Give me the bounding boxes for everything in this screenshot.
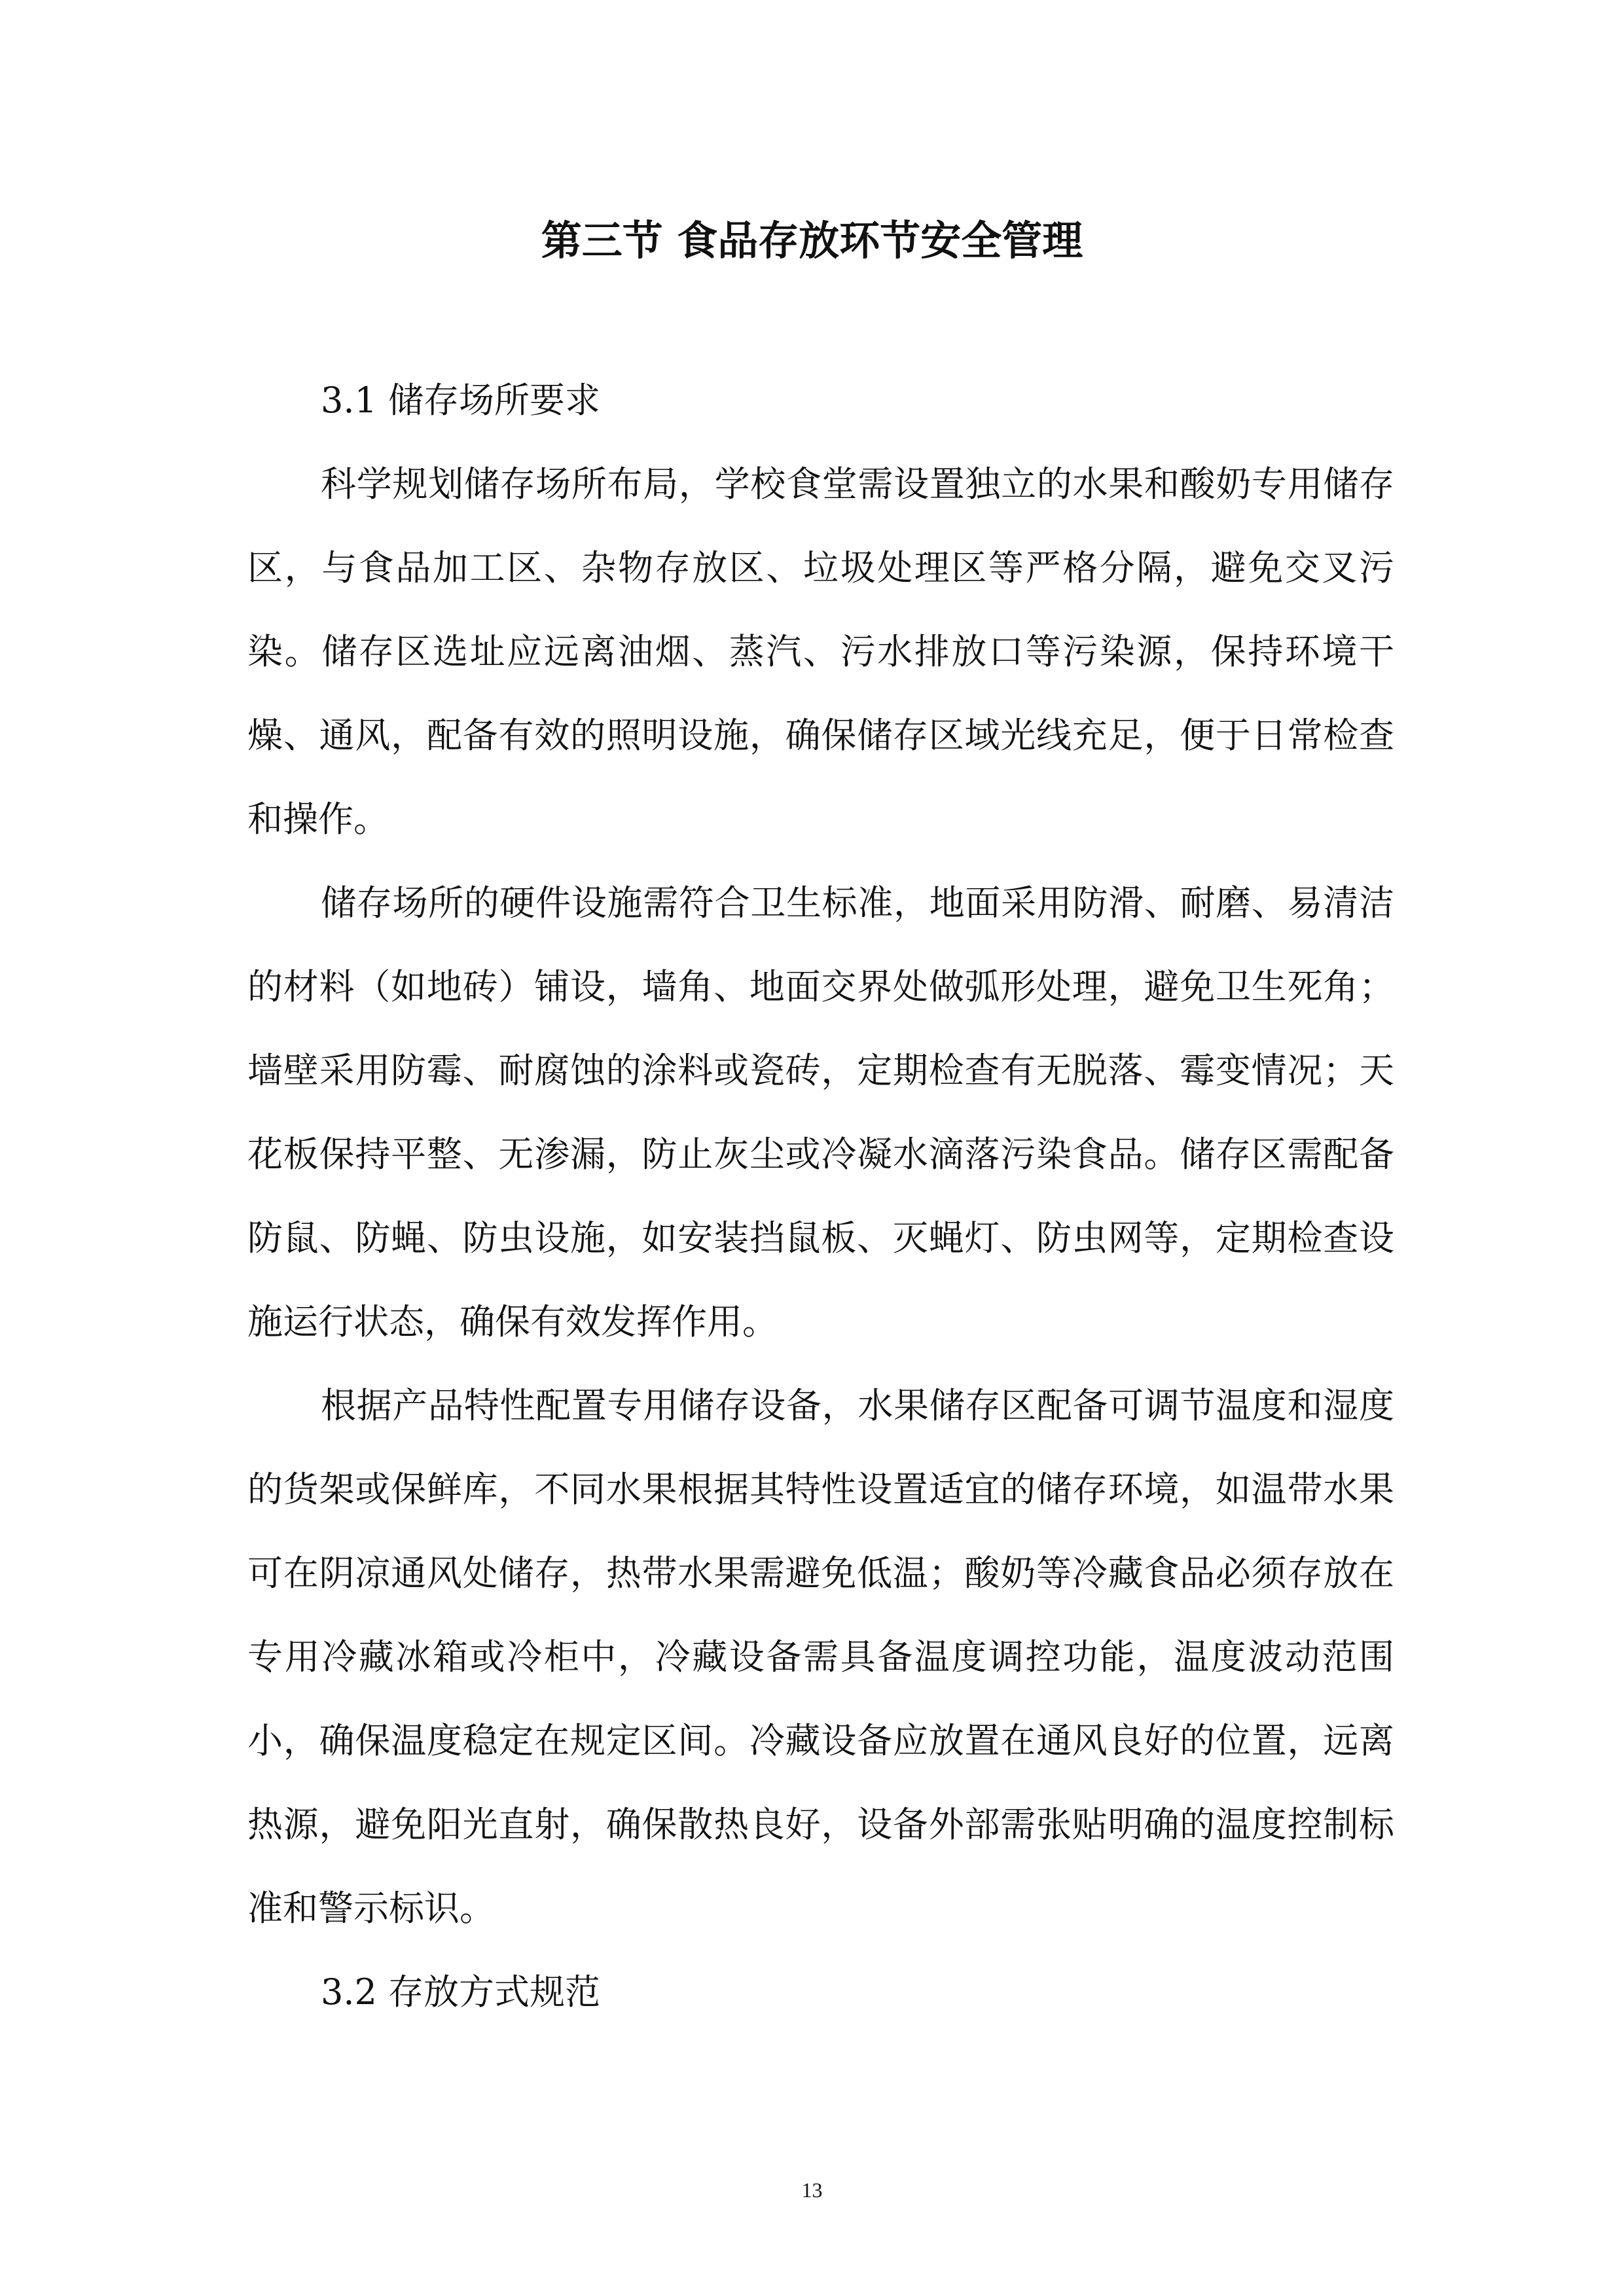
paragraph-storage-layout: 科学规划储存场所布局，学校食堂需设置独立的水果和酸奶专用储存区，与食品加工区、杂物存放区、垃圾处理区等严格分隔，避免交叉污染。储存区选址应远离油烟、蒸汽、污水排放口等污染源，保持环境干燥、通风，配备有效的照明设施，确保储存区域光线充足，便于日常检查和操作。 [247, 463, 1394, 840]
paragraph-storage-facilities: 储存场所的硬件设施需符合卫生标准，地面采用防滑、耐磨、易清洁的材料（如地砖）铺设，墙角、地面交界处做弧形处理，避免卫生死角；墙壁采用防霉、耐腐蚀的涂料或瓷砖，定期检查有无脱落、霉变情况；天花板保持平整、无渗漏，防止灰尘或冷凝水滴落污染食品。储存区需配备防鼠、防蝇、防虫设施，如安装挡鼠板、灭蝇灯、防虫网等，定期检查设施运行状态，确保有效发挥作用。 [247, 882, 1394, 1342]
page-number: 13 [801, 2178, 823, 2202]
document-body [247, 359, 1394, 2034]
section-title: 第三节 食品存放环节安全管理 [541, 217, 1083, 264]
subsection-heading-3-2: 3.2 存放方式规范 [321, 1971, 601, 2013]
paragraph-storage-equipment: 根据产品特性配置专用储存设备，水果储存区配备可调节温度和湿度的货架或保鲜库，不同水果根据其特性设置适宜的储存环境，如温带水果可在阴凉通风处储存，热带水果需避免低温；酸奶等冷藏食品必须存放在专用冷藏冰箱或冷柜中，冷藏设备需具备温度调控功能，温度波动范围小，确保温度稳定在规定区间。冷藏设备应放置在通风良好的位置，远离热源，避免阳光直射，确保散热良好，设备外部需张贴明确的温度控制标准和警示标识。 [247, 1385, 1394, 1929]
subsection-heading-3-1: 3.1 储存场所要求 [321, 380, 601, 421]
